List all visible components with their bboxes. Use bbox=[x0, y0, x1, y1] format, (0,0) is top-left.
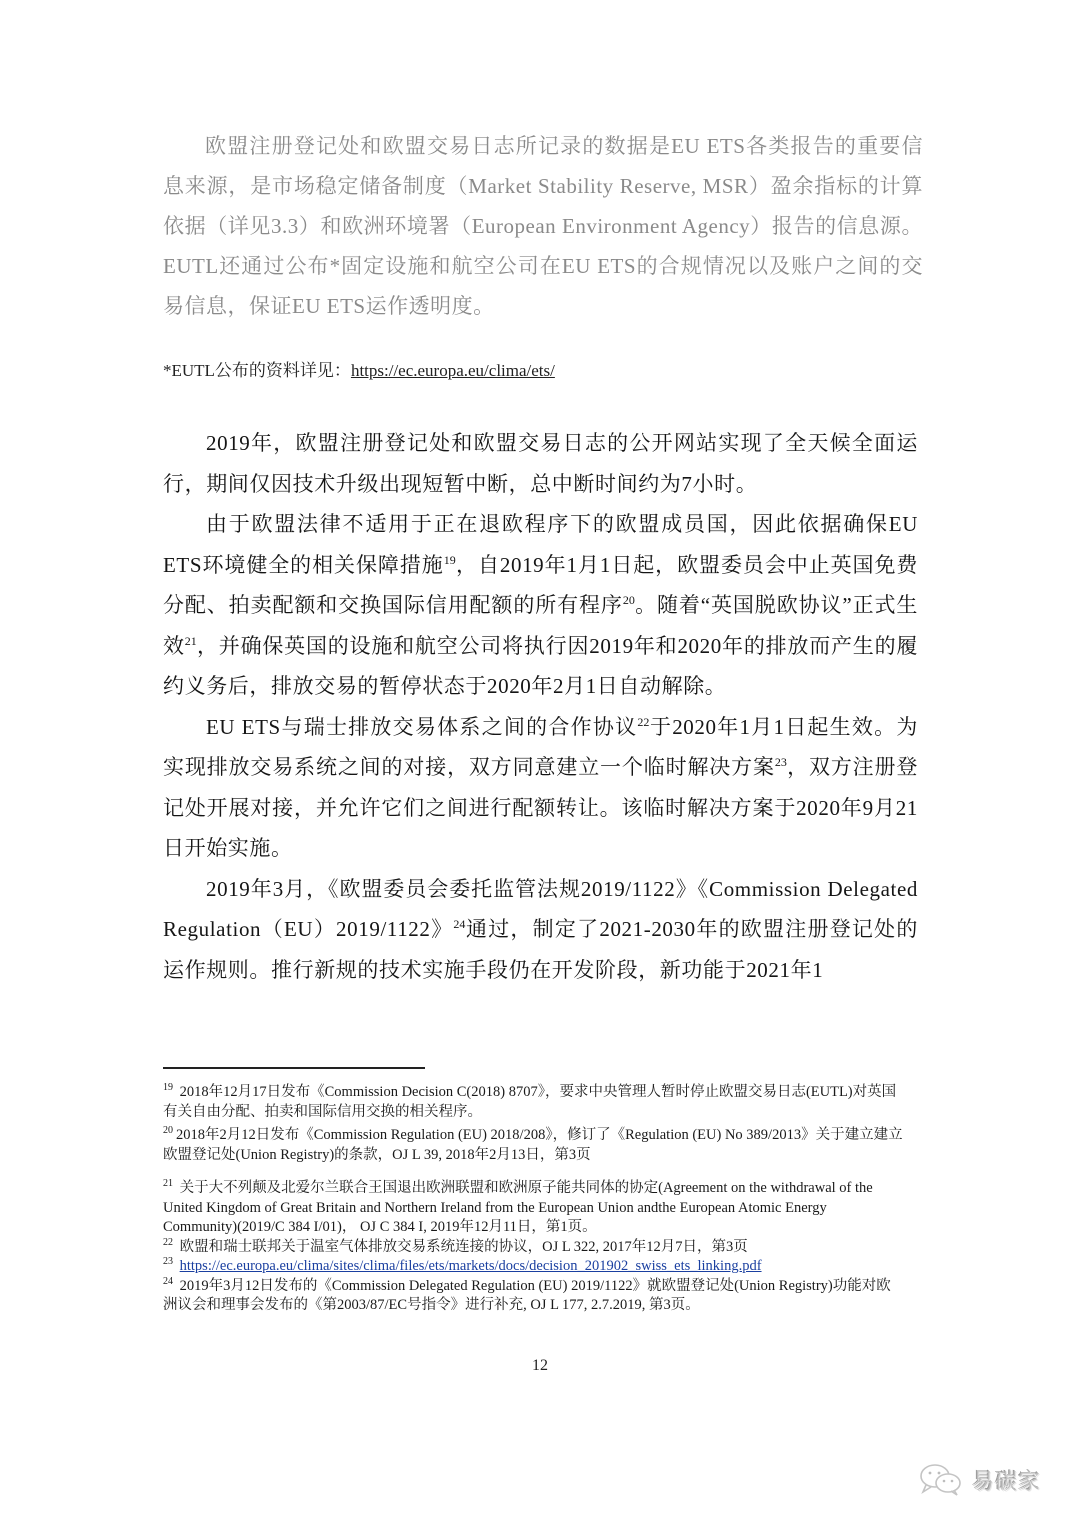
paragraph-3-text-b: 于2020年1月1日起生效。为实现排放交易系统之间的对接，双方同意建立一个临时解决方案 bbox=[163, 714, 918, 779]
footnote-ref-19[interactable]: 19 bbox=[443, 552, 456, 567]
watermark-text: 易碳家 bbox=[972, 1469, 1042, 1495]
footnote-19 bbox=[163, 1083, 903, 1122]
paragraph-2-text-c: 。随着“英国脱欧协议”正式生效 bbox=[163, 593, 918, 658]
quote-paragraph: 欧盟注册登记处和欧盟交易日志所记录的数据是EU ETS各类报告的重要信息来源，是市场稳定储备制度（Market Stability Reserve, MSR）盈余指标的计算依据（详见3.3）和欧洲环境署（European Environment Agency）报告的信息源。EUTL还通过公布*固定设施和航空公司在EU ETS的合规情况以及账户之间的交易信息，保证EU ETS运作透明度。 bbox=[163, 134, 923, 318]
page-number: 12 bbox=[532, 1357, 548, 1374]
paragraph-1: 2019年，欧盟注册登记处和欧盟交易日志的公开网站实现了全天候全面运行，期间仅因技术升级出现短暂中断，总中断时间约为7小时。 bbox=[163, 431, 918, 496]
paragraph-4 bbox=[163, 869, 918, 991]
body-text bbox=[163, 423, 918, 990]
highlighted-quote-block bbox=[163, 126, 923, 326]
paragraph-2-text-d: ，并确保英国的设施和航空公司将执行因2019年和2020年的排放而产生的履约义务后，排放交易的暂停状态于2020年2月1日自动解除。 bbox=[163, 633, 918, 698]
footnote-number: 22 bbox=[163, 1236, 173, 1248]
footnote-ref-21[interactable]: 21 bbox=[184, 633, 197, 648]
footnote-text: 关于大不列颠及北爱尔兰联合王国退出欧洲联盟和欧洲原子能共同体的协定(Agreement on the withdrawal of the United Kingdom of Great Britain and Northern Ireland from the European Union andthe European Atomic Energy Community)(2019/C 384 I/01)， OJ C 384 I, 2019年12月11日，第1页。 bbox=[163, 1180, 873, 1235]
footnote-number: 21 bbox=[163, 1178, 173, 1190]
footnote-ref-22[interactable]: 22 bbox=[637, 714, 650, 729]
paragraph-2-text-b: ，自2019年1月1日起，欧盟委员会中止英国免费分配、拍卖配额和交换国际信用配额的所有程序 bbox=[163, 552, 918, 617]
paragraph-4-text-b: 通过，制定了2021-2030年的欧盟注册登记处的运作规则。推行新规的技术实施手段仍在开发阶段，新功能于2021年1 bbox=[163, 917, 918, 982]
paragraph-3 bbox=[163, 707, 918, 869]
footnote-number: 24 bbox=[163, 1275, 173, 1287]
footnote-number: 23 bbox=[163, 1256, 173, 1268]
footnote-23 bbox=[163, 1257, 903, 1277]
source-note-link[interactable]: https://ec.europa.eu/clima/ets/ bbox=[350, 361, 555, 380]
footnote-text: 2018年2月12日发布《Commission Regulation (EU) 2018/208》，修订了《Regulation (EU) No 389/2013》关于建立建立欧盟登记处(Union Registry)的条款，OJ L 39, 2018年2月13日，第3页 bbox=[163, 1127, 903, 1163]
footnote-number: 19 bbox=[163, 1082, 173, 1094]
footnote-20 bbox=[163, 1126, 903, 1165]
footnote-divider bbox=[163, 1067, 425, 1069]
footnote-number: 20 bbox=[163, 1125, 173, 1137]
footnote-22 bbox=[163, 1238, 903, 1258]
source-note bbox=[163, 357, 923, 385]
footnote-text: 欧盟和瑞士联邦关于温室气体排放交易系统连接的协议，OJ L 322, 2017年12月7日，第3页 bbox=[176, 1238, 748, 1255]
footnote-ref-23[interactable]: 23 bbox=[774, 755, 787, 769]
footnote-link[interactable]: https://ec.europa.eu/clima/sites/clima/files/ets/markets/docs/decision_201902_swiss_ets_linking.pdf bbox=[179, 1258, 762, 1274]
footnote-ref-20[interactable]: 20 bbox=[622, 593, 635, 607]
source-note-label: *EUTL公布的资料详见： bbox=[163, 361, 351, 380]
paragraph-3-text-c: ，双方注册登记处开展对接，并允许它们之间进行配额转让。该临时解决方案于2020年9月21日开始实施。 bbox=[163, 755, 918, 860]
footnote-text: 2018年12月17日发布《Commission Decision C(2018) 8707》，要求中央管理人暂时停止欧盟交易日志(EUTL)对英国有关自由分配、拍卖和国际信用交换的相关程序。 bbox=[163, 1084, 897, 1120]
footnote-ref-24[interactable]: 24 bbox=[453, 917, 466, 931]
footnote-text: 2019年3月12日发布的《Commission Delegated Regulation (EU) 2019/1122》就欧盟登记处(Union Registry)功能对欧洲议会和理事会发布的《第2003/87/EC号指令》进行补充, OJ L 177, 2.7.2019, 第3页。 bbox=[163, 1277, 891, 1313]
paragraph-2 bbox=[163, 504, 918, 707]
footnote-21 bbox=[163, 1179, 903, 1238]
footnote-24 bbox=[163, 1277, 903, 1316]
paragraph-4-text-a: 2019年3月，《欧盟委员会委托监管法规2019/1122》《Commission Delegated Regulation（EU）2019/1122》 bbox=[163, 876, 918, 941]
wechat-icon bbox=[918, 1463, 964, 1497]
paragraph-2-text-a: 由于欧盟法律不适用于正在退欧程序下的欧盟成员国，因此依据确保EU ETS环境健全的相关保障措施 bbox=[163, 512, 918, 577]
watermark bbox=[918, 1460, 1041, 1500]
paragraph-3-text-a: EU ETS与瑞士排放交易体系之间的合作协议 bbox=[206, 714, 638, 739]
footnotes bbox=[163, 1083, 903, 1316]
